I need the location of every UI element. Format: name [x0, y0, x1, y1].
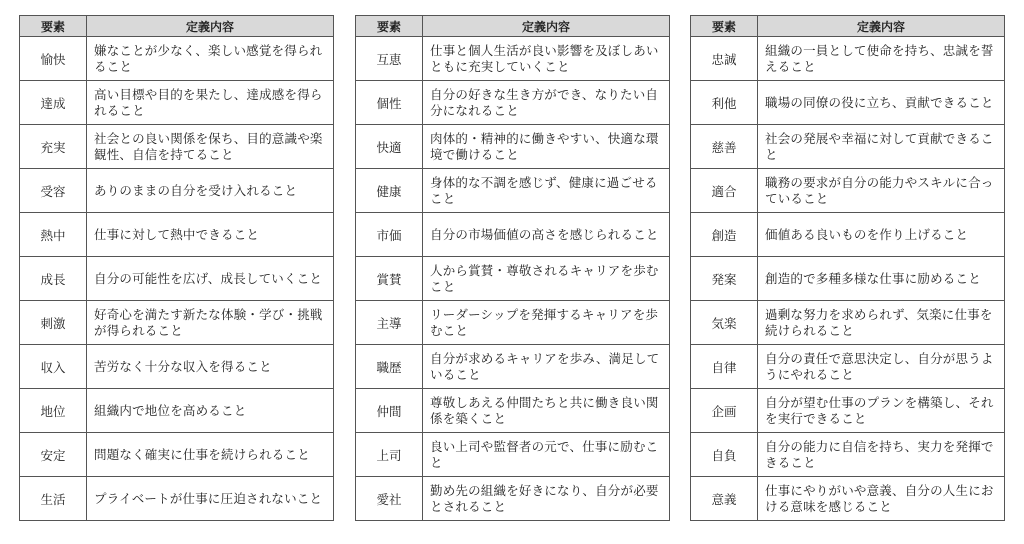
- table-row: [356, 389, 670, 433]
- definition-cell: 組織の一員として使命を持ち、忠誠を誓えること: [758, 37, 1005, 81]
- definition-cell: 仕事と個人生活が良い影響を及ぼしあいともに充実していくこと: [423, 37, 670, 81]
- element-name-cell: 収入: [20, 345, 87, 389]
- definition-cell: 問題なく確実に仕事を続けられること: [87, 433, 334, 477]
- header-element: 要素: [356, 16, 423, 37]
- element-name-cell: 個性: [356, 81, 423, 125]
- element-name-cell: 自負: [691, 433, 758, 477]
- element-name-cell: 意義: [691, 477, 758, 521]
- definition-cell: 自分の能力に自信を持ち、実力を発揮できること: [758, 433, 1005, 477]
- definition-cell: 仕事に対して熱中できること: [87, 213, 334, 257]
- definition-cell: 職場の同僚の役に立ち、貢献できること: [758, 81, 1005, 125]
- definition-cell: 自分の好きな生き方ができ、なりたい自分になれること: [423, 81, 670, 125]
- table-row: [20, 213, 334, 257]
- element-name-cell: 上司: [356, 433, 423, 477]
- definition-cell: 社会の発展や幸福に対して貢献できること: [758, 125, 1005, 169]
- table-row: [691, 301, 1005, 345]
- table-row: [691, 389, 1005, 433]
- definition-cell: 仕事にやりがいや意義、自分の人生における意味を感じること: [758, 477, 1005, 521]
- table-row: [356, 213, 670, 257]
- table-row: [20, 257, 334, 301]
- definition-cell: 尊敬しあえる仲間たちと共に働き良い関係を築くこと: [423, 389, 670, 433]
- definition-cell: 人から賞賛・尊敬されるキャリアを歩むこと: [423, 257, 670, 301]
- element-name-cell: 忠誠: [691, 37, 758, 81]
- definition-cell: 自分が求めるキャリアを歩み、満足していること: [423, 345, 670, 389]
- definition-cell: 創造的で多種多様な仕事に励めること: [758, 257, 1005, 301]
- table-row: [691, 213, 1005, 257]
- element-name-cell: 自律: [691, 345, 758, 389]
- definition-cell: 高い目標や目的を果たし、達成感を得られること: [87, 81, 334, 125]
- definition-cell: 職務の要求が自分の能力やスキルに合っていること: [758, 169, 1005, 213]
- table-row: [356, 257, 670, 301]
- definition-cell: 肉体的・精神的に働きやすい、快適な環境で働けること: [423, 125, 670, 169]
- table-row: [691, 257, 1005, 301]
- table-row: [20, 125, 334, 169]
- table-row: [691, 345, 1005, 389]
- table-row: [691, 81, 1005, 125]
- table-row: [691, 477, 1005, 521]
- table-row: [691, 433, 1005, 477]
- definition-cell: 社会との良い関係を保ち、目的意識や楽観性、自信を持てること: [87, 125, 334, 169]
- table-row: [20, 169, 334, 213]
- header-definition: 定義内容: [758, 16, 1005, 37]
- table-row: [20, 433, 334, 477]
- element-name-cell: 市価: [356, 213, 423, 257]
- element-name-cell: 達成: [20, 81, 87, 125]
- table-row: [356, 169, 670, 213]
- header-definition: 定義内容: [423, 16, 670, 37]
- table-row: [356, 125, 670, 169]
- element-name-cell: 企画: [691, 389, 758, 433]
- definition-cell: 苦労なく十分な収入を得ること: [87, 345, 334, 389]
- element-definition-table-3: [690, 15, 1005, 521]
- definition-cell: 良い上司や監督者の元で、仕事に励むこと: [423, 433, 670, 477]
- element-name-cell: 健康: [356, 169, 423, 213]
- definition-cell: 過剰な努力を求められず、気楽に仕事を続けられること: [758, 301, 1005, 345]
- table-row: [356, 477, 670, 521]
- element-name-cell: 創造: [691, 213, 758, 257]
- table-row: [691, 169, 1005, 213]
- element-name-cell: 愉快: [20, 37, 87, 81]
- element-definition-table-1: [19, 15, 334, 521]
- header-element: 要素: [691, 16, 758, 37]
- table-row: [20, 301, 334, 345]
- element-name-cell: 主導: [356, 301, 423, 345]
- definition-cell: 勤め先の組織を好きになり、自分が必要とされること: [423, 477, 670, 521]
- table-row: [20, 81, 334, 125]
- definition-cell: 組織内で地位を高めること: [87, 389, 334, 433]
- table-row: [20, 37, 334, 81]
- definition-cell: リーダーシップを発揮するキャリアを歩むこと: [423, 301, 670, 345]
- element-name-cell: 地位: [20, 389, 87, 433]
- element-name-cell: 互恵: [356, 37, 423, 81]
- element-name-cell: 受容: [20, 169, 87, 213]
- definition-cell: 好奇心を満たす新たな体験・学び・挑戦が得られること: [87, 301, 334, 345]
- element-name-cell: 適合: [691, 169, 758, 213]
- element-name-cell: 発案: [691, 257, 758, 301]
- table-row: [20, 389, 334, 433]
- element-name-cell: 快適: [356, 125, 423, 169]
- table-row: [356, 81, 670, 125]
- table-header-row: [356, 16, 670, 37]
- table-row: [20, 477, 334, 521]
- table-row: [691, 37, 1005, 81]
- element-name-cell: 仲間: [356, 389, 423, 433]
- definition-cell: ありのままの自分を受け入れること: [87, 169, 334, 213]
- definition-cell: 自分の責任で意思決定し、自分が思うようにやれること: [758, 345, 1005, 389]
- table-row: [691, 125, 1005, 169]
- table-row: [20, 345, 334, 389]
- element-name-cell: 賞賛: [356, 257, 423, 301]
- element-name-cell: 刺激: [20, 301, 87, 345]
- element-name-cell: 愛社: [356, 477, 423, 521]
- table-header-row: [20, 16, 334, 37]
- definition-cell: 自分が望む仕事のプランを構築し、それを実行できること: [758, 389, 1005, 433]
- definition-cell: 身体的な不調を感じず、健康に過ごせること: [423, 169, 670, 213]
- element-name-cell: 安定: [20, 433, 87, 477]
- definition-cell: 自分の市場価値の高さを感じられること: [423, 213, 670, 257]
- element-name-cell: 熱中: [20, 213, 87, 257]
- table-row: [356, 37, 670, 81]
- definition-cell: 嫌なことが少なく、楽しい感覚を得られること: [87, 37, 334, 81]
- table-row: [356, 433, 670, 477]
- header-element: 要素: [20, 16, 87, 37]
- element-name-cell: 成長: [20, 257, 87, 301]
- element-name-cell: 職歴: [356, 345, 423, 389]
- element-name-cell: 充実: [20, 125, 87, 169]
- header-definition: 定義内容: [87, 16, 334, 37]
- element-definition-table-2: [355, 15, 670, 521]
- table-row: [356, 345, 670, 389]
- element-name-cell: 利他: [691, 81, 758, 125]
- element-name-cell: 気楽: [691, 301, 758, 345]
- table-header-row: [691, 16, 1005, 37]
- table-row: [356, 301, 670, 345]
- definition-cell: プライベートが仕事に圧迫されないこと: [87, 477, 334, 521]
- definition-cell: 価値ある良いものを作り上げること: [758, 213, 1005, 257]
- definition-cell: 自分の可能性を広げ、成長していくこと: [87, 257, 334, 301]
- element-name-cell: 慈善: [691, 125, 758, 169]
- element-name-cell: 生活: [20, 477, 87, 521]
